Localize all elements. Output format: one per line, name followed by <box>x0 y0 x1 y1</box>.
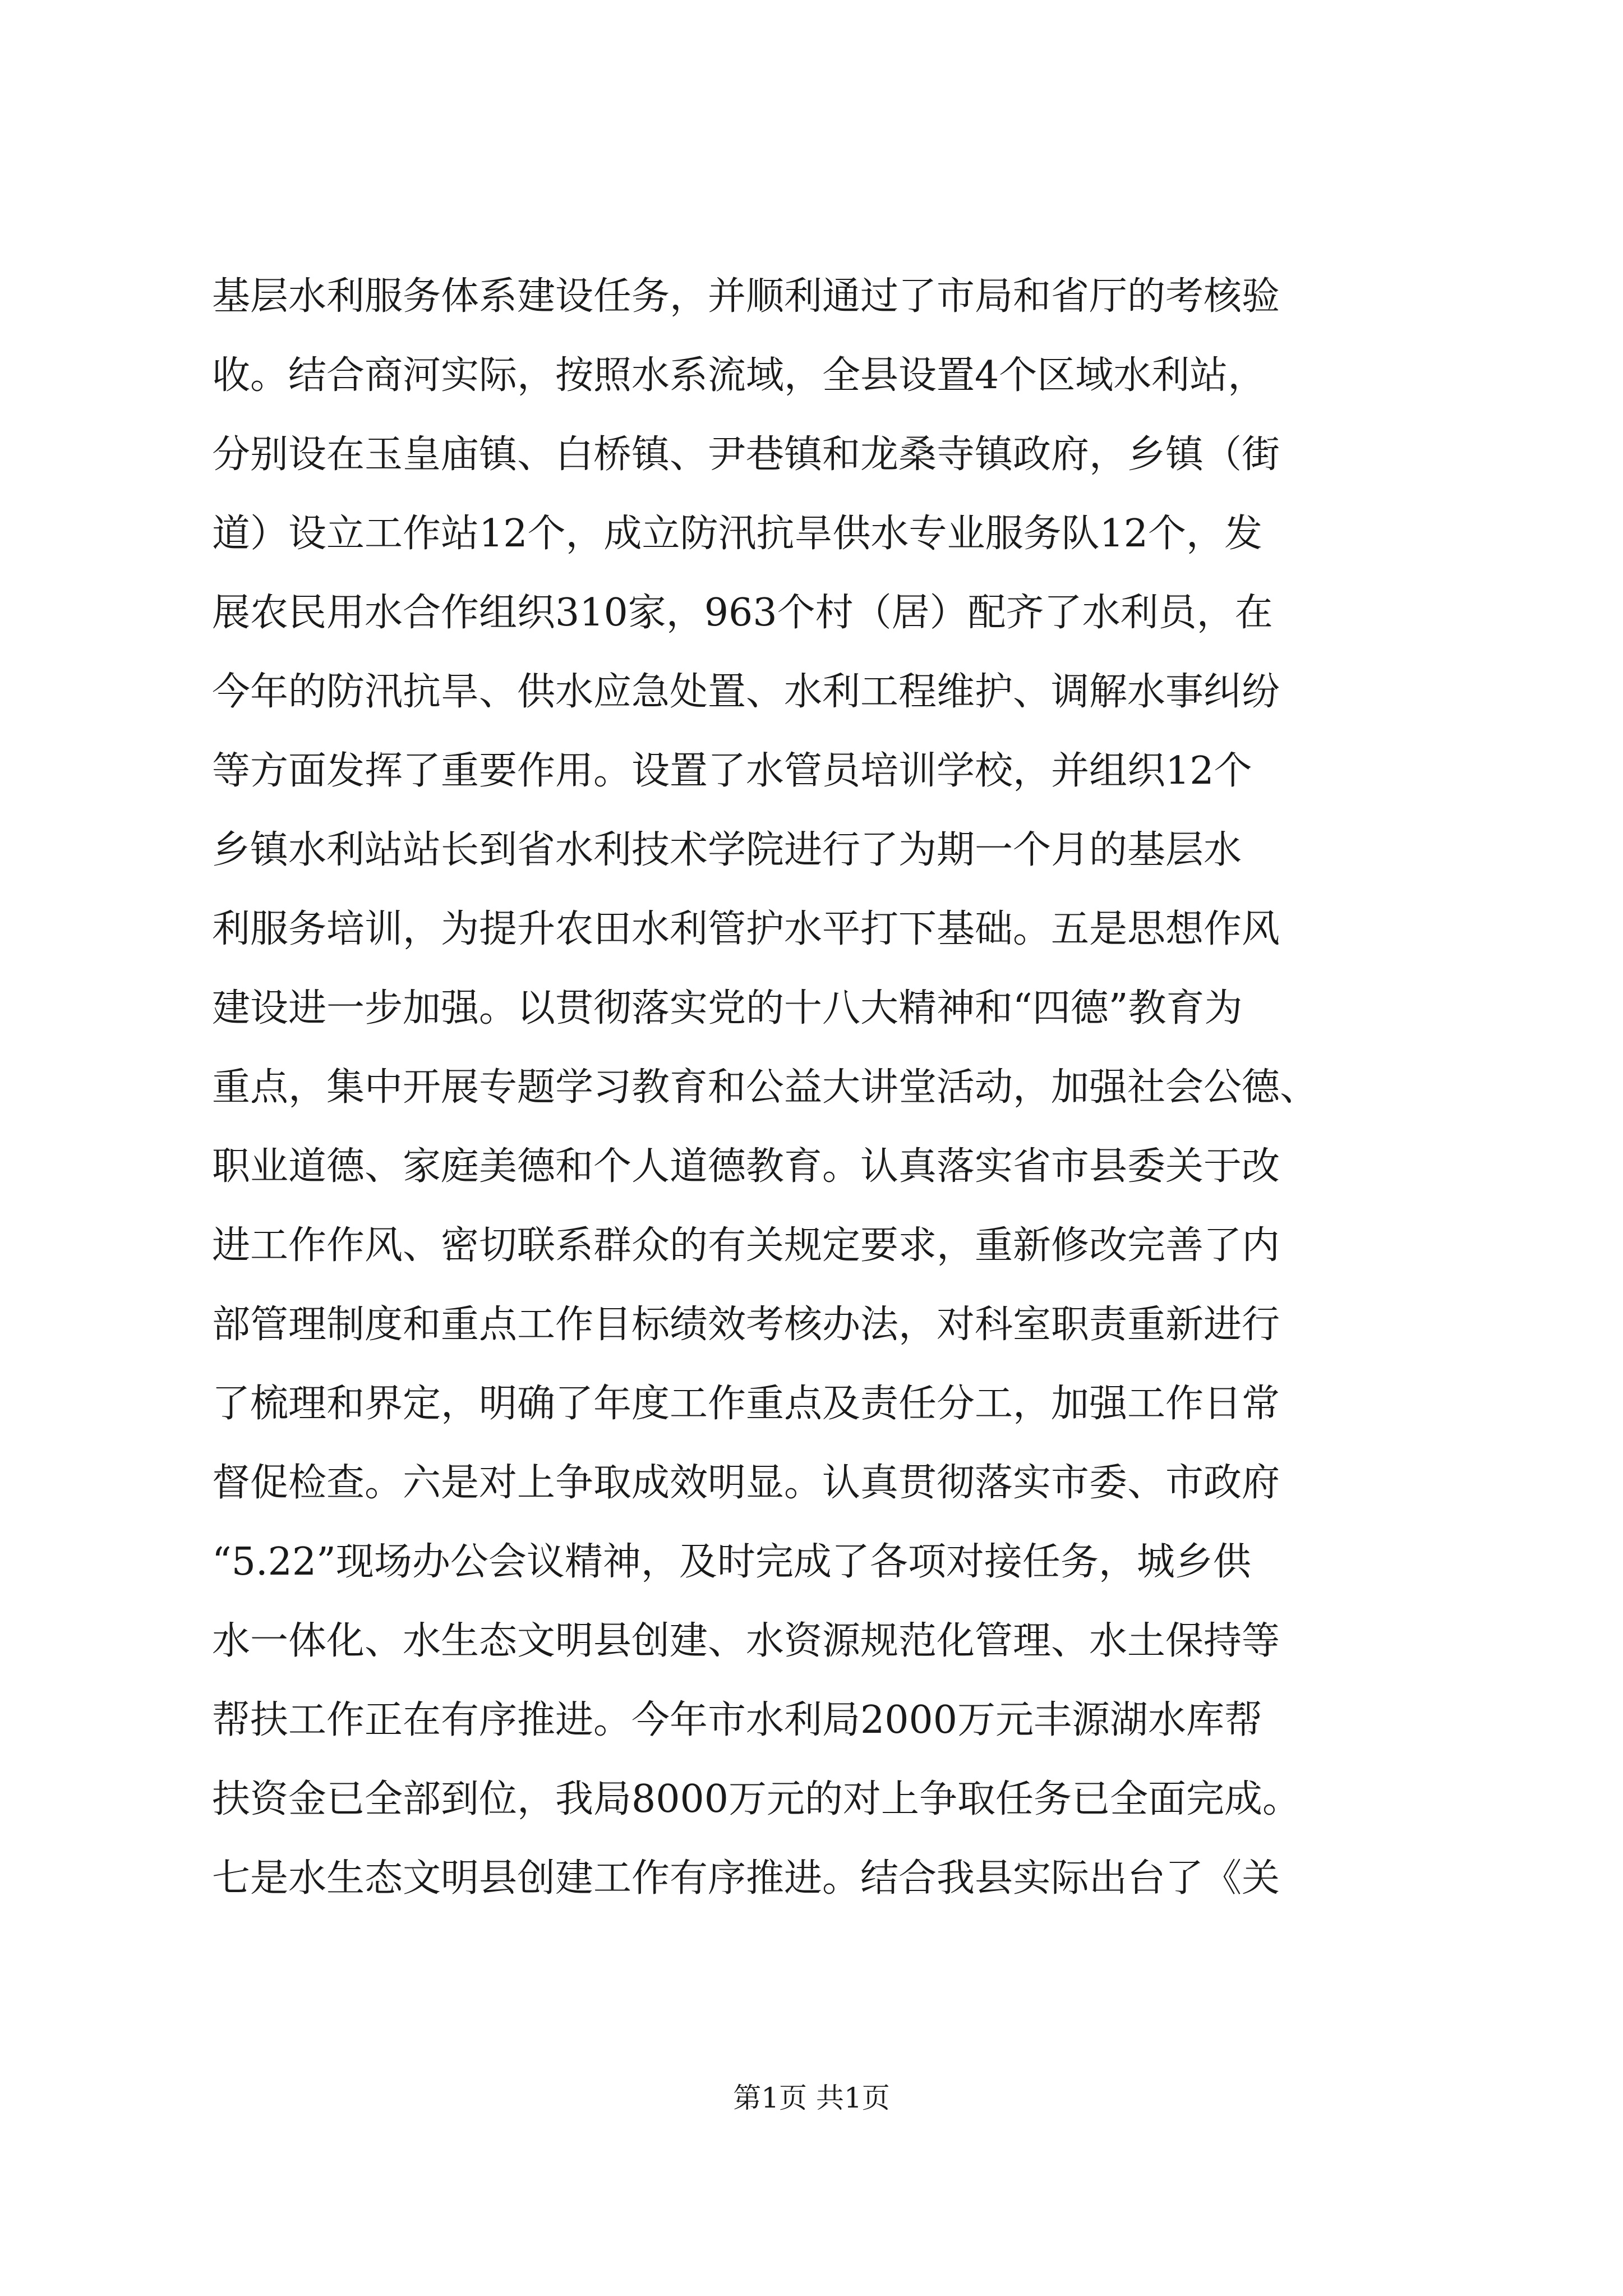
text-line-5: 展农民用水合作组织310家，963个村（居）配齐了水利员，在 <box>212 591 1273 635</box>
text-line-7: 等方面发挥了重要作用。设置了水管员培训学校，并组织12个 <box>212 749 1252 793</box>
text-line-11: 重点，集中开展专题学习教育和公益大讲堂活动，加强社会公德、 <box>212 1065 1318 1110</box>
body-text <box>212 257 1423 1918</box>
text-line-9: 利服务培训，为提升农田水利管护水平打下基础。五是思想作风 <box>212 907 1280 951</box>
page-number-label: 第1页 共1页 <box>733 2082 890 2114</box>
text-line-16: 督促检查。六是对上争取成效明显。认真贯彻落实市委、市政府 <box>212 1461 1280 1505</box>
text-line-6: 今年的防汛抗旱、供水应急处置、水利工程维护、调解水事纠纷 <box>212 670 1280 714</box>
text-line-19: 帮扶工作正在有序推进。今年市水利局2000万元丰源湖水库帮 <box>212 1698 1263 1742</box>
text-line-18: 水一体化、水生态文明县创建、水资源规范化管理、水土保持等 <box>212 1619 1280 1663</box>
text-line-21: 七是水生态文明县创建工作有序推进。结合我县实际出台了《关 <box>212 1856 1280 1901</box>
page-footer <box>0 2076 1623 2120</box>
text-line-3: 分别设在玉皇庙镇、白桥镇、尹巷镇和龙桑寺镇政府，乡镇（街 <box>212 432 1280 477</box>
text-line-20: 扶资金已全部到位，我局8000万元的对上争取任务已全面完成。 <box>212 1777 1301 1821</box>
text-line-8: 乡镇水利站站长到省水利技术学院进行了为期一个月的基层水 <box>212 828 1242 872</box>
text-line-14: 部管理制度和重点工作目标绩效考核办法，对科室职责重新进行 <box>212 1303 1280 1347</box>
text-line-10: 建设进一步加强。以贯彻落实党的十八大精神和“四德”教育为 <box>212 986 1243 1030</box>
text-line-12: 职业道德、家庭美德和个人道德教育。认真落实省市县委关于改 <box>212 1144 1280 1189</box>
text-line-17: “5.22”现场办公会议精神，及时完成了各项对接任务，城乡供 <box>212 1540 1251 1584</box>
text-line-13: 进工作作风、密切联系群众的有关规定要求，重新修改完善了内 <box>212 1223 1280 1268</box>
text-line-15: 了梳理和界定，明确了年度工作重点及责任分工，加强工作日常 <box>212 1382 1280 1426</box>
text-line-4: 道）设立工作站12个，成立防汛抗旱供水专业服务队12个，发 <box>212 512 1263 556</box>
text-line-1: 基层水利服务体系建设任务，并顺利通过了市局和省厅的考核验 <box>212 274 1280 319</box>
text-line-2: 收。结合商河实际，按照水系流域，全县设置4个区域水利站， <box>212 353 1266 398</box>
